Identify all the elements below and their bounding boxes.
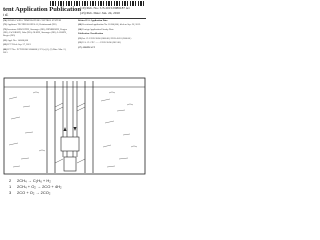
legend-number-1: 1 bbox=[9, 184, 12, 189]
reaction-legend bbox=[9, 178, 62, 195]
patent-figure bbox=[3, 77, 146, 197]
bibliographic-column-right bbox=[78, 20, 146, 51]
field-72: (72) Inventors: BERGSTEN, Stavanger (NO); HENRIKSEN, Bergen (NO); JACOBSEN, Oslo (NO); OLSEN, Stavanger (NO); LARSEN, Bergen (NO) bbox=[3, 28, 67, 38]
legend-number-3: 3 bbox=[9, 190, 12, 195]
related-data-heading: Related U.S. Application Data bbox=[78, 20, 108, 22]
field-21: (21) Appl. No.: 14/000,000 bbox=[3, 39, 29, 42]
flow-arrows bbox=[64, 127, 77, 131]
field-51: (51) Int. Cl. E21B 36/00 (2006.01) E21B 43/01 (2006.01) bbox=[78, 37, 132, 40]
inventor-line: t al. bbox=[3, 13, 9, 17]
classification-heading: Publication Classification bbox=[78, 33, 104, 36]
production-tubing bbox=[61, 81, 79, 171]
packer-hatching bbox=[55, 103, 85, 163]
legend-reaction-3: 2CO + O₂ → 2CO₂ bbox=[17, 190, 51, 195]
publication-number: (10) Pub. No.: US 2015/0086187 A1 bbox=[80, 6, 130, 10]
field-54: (54) SUBSEA WELL TEMPERATURE CONTROL SYSTEM bbox=[3, 20, 61, 22]
field-57: (57) ABSTRACT bbox=[78, 46, 95, 49]
publication-title: tent Application Publication bbox=[3, 6, 82, 13]
field-22: (22) PCT Filed: Sep. 27, 2013 bbox=[3, 44, 31, 47]
bibliographic-column-left bbox=[3, 20, 71, 56]
field-60: (60) Provisional application No. 61/000,000, filed on Sep. 28, 2012. bbox=[78, 24, 141, 27]
field-86: (86) PCT No.: PCT/NO2013/000000 § 371 (c)(1), (2) Date: Mar. 13, 2015 bbox=[3, 48, 67, 54]
field-52: (52) U.S. Cl. CPC ........ E21B 36/00 (2013.01) bbox=[78, 42, 122, 45]
legend-number-2: 2 bbox=[9, 178, 12, 183]
publication-date: (43) Pub. Date: Jun. 24, 2010 bbox=[80, 11, 120, 15]
legend-reaction-2: 2CH₄ → C₂H₆ + H₂ bbox=[17, 178, 51, 183]
field-71: (71) Applicant: TECHNOLOGIES AS, Kristiansand (NO) bbox=[3, 24, 57, 27]
header-rule bbox=[3, 18, 146, 19]
legend-reaction-1: 2CH₄ + O₂ → 2CO + 4H₂ bbox=[17, 184, 62, 189]
well-schematic bbox=[3, 77, 146, 197]
field-30: (30) Foreign Application Priority Data bbox=[78, 28, 114, 31]
